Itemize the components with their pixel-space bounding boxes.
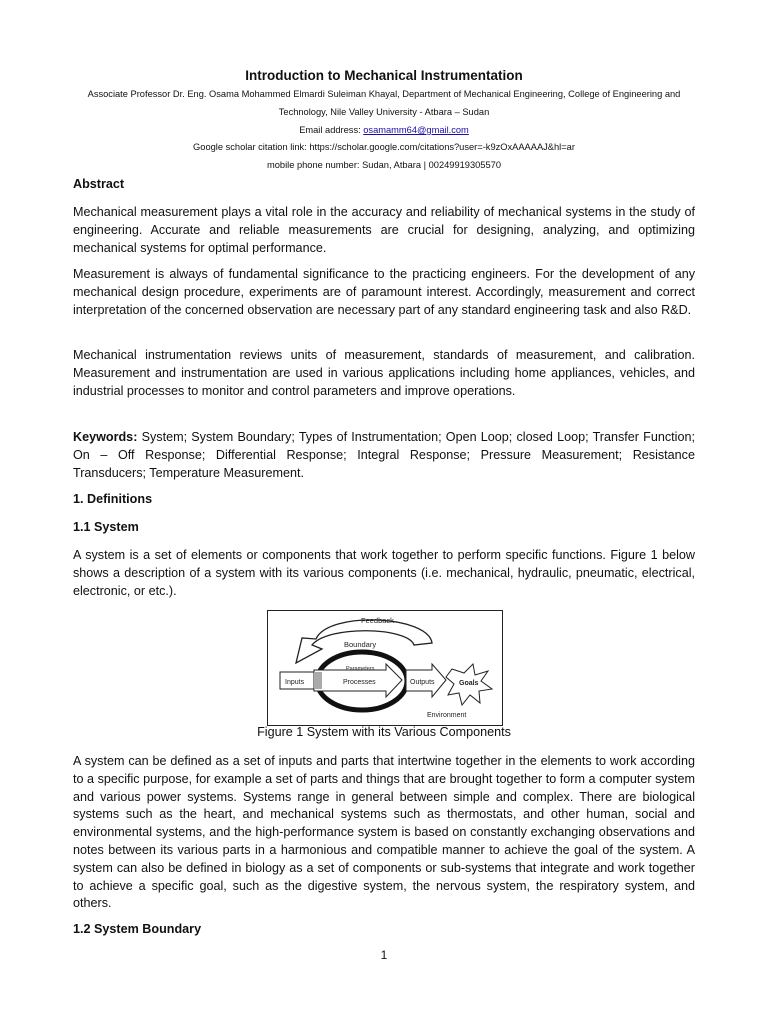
keywords-list: System; System Boundary; Types of Instrumentation; Open Loop; closed Loop; Transfer Function; On – Off Response; Differential Response; Integral Response; Pressure Measurement; Resistance Transducers; Temperature Measurement. [73,430,695,480]
keywords-label: Keywords: [73,430,138,444]
email-link[interactable]: osamamm64@gmail.com [363,125,469,135]
phone-line: mobile phone number: Sudan, Atbara | 00249919305570 [267,160,501,170]
boundary-label: Boundary [344,640,377,649]
section-1-2-heading: 1.2 System Boundary [73,922,202,936]
feedback-label: Feedback [361,616,394,625]
figure-caption: Figure 1 System with its Various Components [257,725,511,739]
paper-title: Introduction to Mechanical Instrumentation [245,68,523,83]
parameters-label: Parameters [346,666,375,672]
goals-label: Goals [459,680,479,687]
keywords-paragraph [73,429,695,482]
abstract-paragraph-3: Mechanical instrumentation reviews units of measurement, standards of measurement, and calibration. Measurement and instrumentation are used in various applications including home appliances, vehicles, and industrial processes to monitor and control parameters and improve operations. [73,348,695,398]
outputs-label: Outputs [410,679,435,686]
environment-label: Environment [427,712,467,719]
author-affiliation: Associate Professor Dr. Eng. Osama Mohammed Elmardi Suleiman Khayal, Department of Mechanical Engineering, College of Engineering and Technology, Nile Valley University - Atbara – Sudan [87,89,681,117]
abstract-paragraph-1: Mechanical measurement plays a vital role in the accuracy and reliability of mechanical systems in the study of engineering. Accurate and reliable measurements are crucial for designing, analyzing, and optimizing mechanical systems for optimal performance. [73,205,695,255]
section-1-heading: 1. Definitions [73,492,153,506]
section-1-1-paragraph-1: A system is a set of elements or components that work together to perform specific functions. Figure 1 below shows a description of a system with its various components (i.e. mechanical, hydraulic, pneumatic, electrical, electronic, or etc.). [73,548,695,598]
page-number: 1 [380,948,388,962]
inputs-connector [314,672,322,689]
email-line [70,121,698,139]
section-1-1-paragraph-2: A system can be defined as a set of inputs and parts that intertwine together in the elements to work according to a specific purpose, for example a set of parts and things that are brought together to form a computer system and various power systems. Systems range in general between simple and complex. There are biological systems such as the heart, and mechanical systems such as thermostats, and other human, social and environmental systems, and the high-performance system is based on constantly exchanging observations and notes between its various parts in a harmonious and compatible manner to achieve the goal of the system. A system can also be defined in biology as a set of components or sub-systems that integrate and work together to achieve a specific goal, such as the digestive system, the nervous system, the respiratory system, and others. [73,754,695,911]
inputs-label: Inputs [285,679,305,686]
section-1-1-heading: 1.1 System [73,520,139,534]
abstract-paragraph-2: Measurement is always of fundamental significance to the practicing engineers. For the development of any mechanical design procedure, experiments are of paramount interest. Accordingly, measurement and correct interpretation of the concerned observation are necessary part of any standard engineering task and also R&D. [73,267,695,317]
abstract-heading: Abstract [73,177,125,191]
processes-label: Processes [343,679,376,686]
email-label: Email address: [299,125,364,135]
scholar-link: Google scholar citation link: https://scholar.google.com/citations?user=-k9zOxAAAAAJ&hl=ar [193,142,575,152]
system-diagram [268,611,502,725]
system-figure [267,610,503,726]
